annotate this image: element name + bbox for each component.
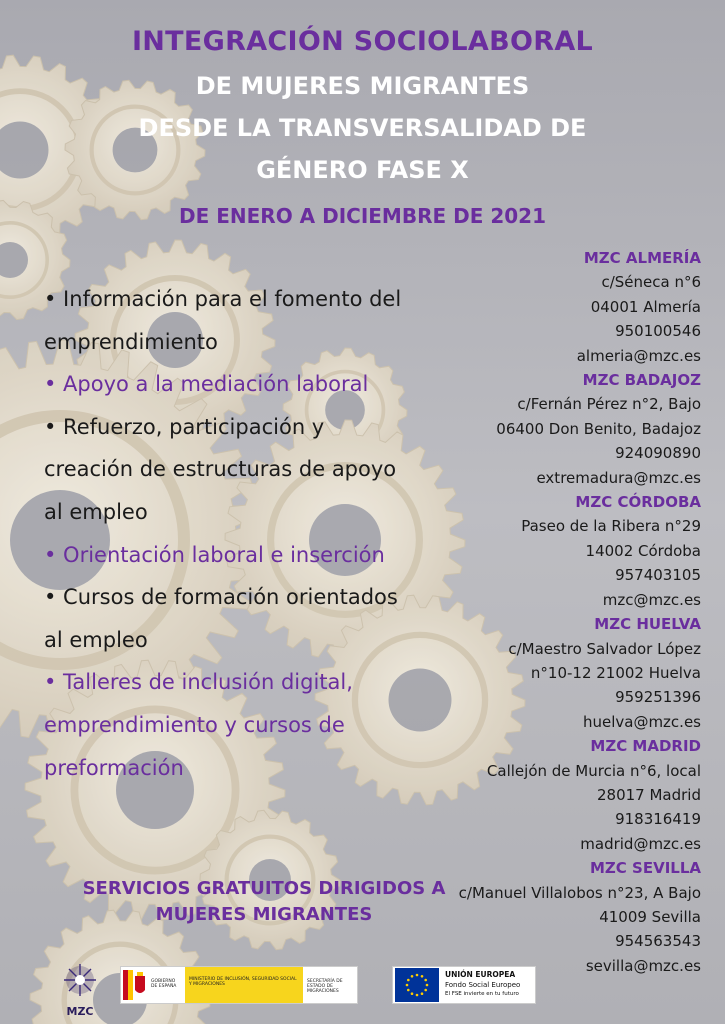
- office-city: 06400 Don Benito, Badajoz: [496, 419, 701, 438]
- ministry-band: [185, 967, 303, 1003]
- eu-star-icon: [411, 975, 414, 978]
- eu-star-icon: [407, 979, 410, 982]
- service-line: emprendimiento y cursos de: [44, 712, 345, 737]
- office-phone: 918316419: [615, 810, 701, 829]
- eu-motto: El FSE invierte en tu futuro: [445, 991, 519, 997]
- office-phone: 954563543: [615, 932, 701, 951]
- sponsor-logos: [0, 958, 725, 1024]
- eu-star-icon: [411, 992, 414, 995]
- office-address: Paseo de la Ribera n°29: [521, 517, 701, 536]
- office-name: MZC CÓRDOBA: [575, 493, 701, 512]
- service-item: [44, 363, 444, 406]
- service-item: [44, 534, 444, 577]
- offices-list: [401, 246, 701, 978]
- office-name: MZC BADAJOZ: [582, 371, 701, 390]
- eu-star-icon: [421, 975, 424, 978]
- free-services-note: [54, 876, 474, 928]
- services-list: [44, 278, 444, 789]
- service-line: • Refuerzo, participación y: [44, 414, 325, 439]
- office-madrid: [401, 734, 701, 856]
- service-item: [44, 661, 444, 789]
- service-line: al empleo: [44, 627, 148, 652]
- office-phone: 924090890: [615, 444, 701, 463]
- service-line: emprendimiento: [44, 329, 218, 354]
- service-line: al empleo: [44, 499, 148, 524]
- eu-star-icon: [424, 989, 427, 992]
- service-line: • Talleres de inclusión digital,: [44, 670, 353, 695]
- office-phone: 950100546: [615, 322, 701, 341]
- office-email: huelva@mzc.es: [582, 712, 701, 731]
- eu-star-icon: [416, 994, 419, 997]
- ministry-label: MINISTERIO DE INCLUSIÓN, SEGURIDAD SOCIAL Y MIGRACIONES: [189, 977, 297, 987]
- office-city: 28017 Madrid: [597, 785, 701, 804]
- date-range: DE ENERO A DICIEMBRE DE 2021: [179, 204, 546, 228]
- office-cordoba: [401, 490, 701, 612]
- title-line-4: GÉNERO FASE X: [256, 156, 469, 184]
- title-line-1: INTEGRACIÓN SOCIOLABORAL: [131, 26, 594, 57]
- secretary-label: SECRETARÍA DE ESTADO DE MIGRACIONES: [307, 979, 343, 994]
- office-phone: 957403105: [615, 566, 701, 585]
- mzc-logo: [58, 962, 102, 1018]
- service-line: preformación: [44, 755, 184, 780]
- service-item: [44, 278, 444, 363]
- eu-title: UNIÓN EUROPEA: [445, 970, 516, 979]
- free-services-line: SERVICIOS GRATUITOS DIRIGIDOS A: [82, 878, 446, 899]
- office-email: madrid@mzc.es: [580, 834, 701, 853]
- spain-flag-icon: [123, 968, 147, 1002]
- eu-flag-icon: [395, 968, 439, 1002]
- office-email: extremadura@mzc.es: [536, 468, 701, 487]
- office-name: MZC ALMERÍA: [583, 249, 701, 267]
- office-huelva: [401, 612, 701, 734]
- office-name: MZC SEVILLA: [590, 859, 701, 878]
- government-logo: [120, 966, 358, 1004]
- office-address: c/Maestro Salvador López: [508, 639, 701, 658]
- office-phone: 959251396: [615, 688, 701, 707]
- eu-fund: Fondo Social Europeo: [445, 981, 521, 989]
- free-services-line: MUJERES MIGRANTES: [155, 904, 373, 925]
- office-email: mzc@mzc.es: [602, 590, 701, 609]
- eu-logo: [392, 966, 536, 1004]
- office-address: c/Fernán Pérez n°2, Bajo: [517, 395, 701, 414]
- office-city: n°10-12 21002 Huelva: [530, 663, 701, 682]
- gov-label: GOBIERNO DE ESPAÑA: [151, 979, 177, 989]
- office-city: 41009 Sevilla: [599, 907, 701, 926]
- service-line: • Cursos de formación orientados: [44, 585, 398, 610]
- office-city: 04001 Almería: [590, 297, 701, 316]
- service-line: • Orientación laboral e inserción: [44, 542, 385, 567]
- service-line: • Apoyo a la mediación laboral: [44, 372, 369, 397]
- office-almeria: [401, 246, 701, 368]
- service-line: creación de estructuras de apoyo: [44, 457, 397, 482]
- service-item: [44, 406, 444, 534]
- eu-star-icon: [424, 979, 427, 982]
- title-line-2: DE MUJERES MIGRANTES: [195, 72, 530, 100]
- office-name: MZC MADRID: [590, 737, 701, 756]
- office-email: sevilla@mzc.es: [585, 956, 701, 975]
- eu-star-icon: [421, 992, 424, 995]
- title-line-3: DESDE LA TRANSVERSALIDAD DE: [138, 114, 587, 142]
- office-email: almeria@mzc.es: [576, 346, 701, 365]
- mzc-logo-text: MZC: [66, 1005, 94, 1018]
- office-badajoz: [401, 368, 701, 490]
- office-name: MZC HUELVA: [594, 615, 701, 634]
- office-address: c/Séneca n°6: [601, 273, 701, 292]
- mzc-star-icon: [58, 962, 102, 1002]
- office-address: Callejón de Murcia n°6, local: [486, 761, 701, 780]
- office-city: 14002 Córdoba: [585, 541, 701, 560]
- eu-star-icon: [407, 989, 410, 992]
- eu-star-icon: [416, 974, 419, 977]
- service-item: [44, 576, 444, 661]
- office-address: c/Manuel Villalobos n°23, A Bajo: [458, 883, 701, 902]
- eu-star-icon: [406, 984, 409, 987]
- service-line: • Información para el fomento del: [44, 287, 402, 311]
- eu-star-icon: [426, 984, 429, 987]
